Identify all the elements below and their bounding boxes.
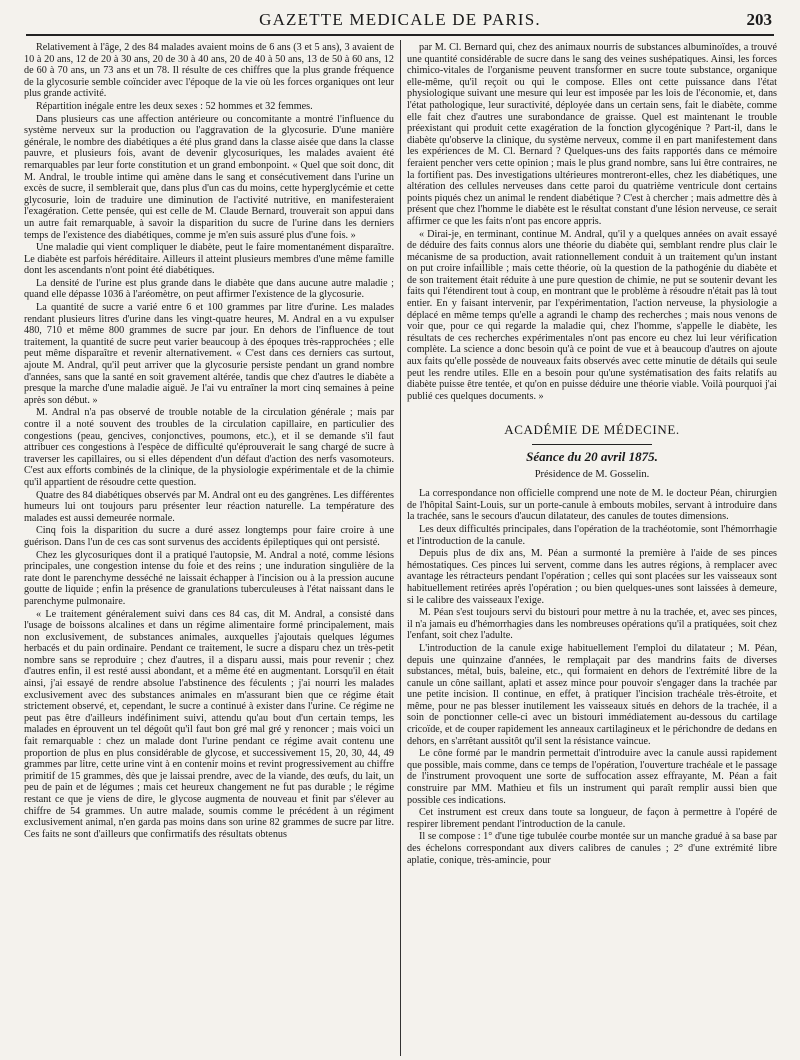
paragraph: L'introduction de la canule exige habituellement l'emploi du dilatateur ; M. Péan, depuis une quinzaine d'années, le remplaçait par des mandrins faits de diverses substances, métal, buis, baleine, etc., qui formaient en dehors de l'extrémité libre de la canule un cône saillant, aplati et assez mince pour pouvoir s'engager dans la trachée par une petite incision. Il continue, en effet, à pratiquer l'incision trachéale très-étroite, et même, pour ne pas blesser inutilement les vaisseaux situés en dehors de la trachée, il a soin de ponctionner celle-ci avec un bistouri immédiatement au-dessous du cartilage cricoïde, et de couper rapidement les anneaux cartilagineux et le périchondre de dedans en dehors, en s'arrêtant aussitôt qu'il sent la résistance vaincue. <box>407 642 777 747</box>
paragraph: Répartition inégale entre les deux sexes : 52 hommes et 32 femmes. <box>36 100 313 112</box>
paragraph: La correspondance non officielle comprend une note de M. le docteur Péan, chirurgien de l'hôpital Saint-Louis, sur un porte-canule à embouts mobiles, servant à introduire dans la trachée, sans le secours d'aucun dilatateur, des canules de toutes dimensions. <box>407 488 777 523</box>
column-divider <box>400 40 401 1056</box>
paragraph: Cinq fois la disparition du sucre a duré assez longtemps pour faire croire à une guérison. Dans l'un de ces cas sont survenus des accidents épileptiques qui ont persisté. <box>24 525 394 548</box>
paragraph: La quantité de sucre a varié entre 6 et 100 grammes par litre d'urine. Les malades rendant plusieurs litres d'urine dans les vingt-quatre heures, M. Andral en a vu expulser 480, 710 et même 800 grammes de sucre par jour. En dehors de l'influence de tout traitement, la quantité de sucre peut varier beaucoup à des époques très-rapprochées ; elle peut même disparaître et revenir alternativement. « C'est dans ces derniers cas surtout, ajoute M. Andral, qu'il peut arriver que la glycosurie persiste pendant un grand nombre d'années, sans que la santé en soit gravement altérée, tandis que chez d'autres le diabète a presque la marche d'une maladie aiguë. Je l'ai vu entraîner la mort cinq semaines à peine après son début. » <box>24 302 394 406</box>
paragraph: « Dirai-je, en terminant, continue M. Andral, qu'il y a quelques années on avait essayé de déduire des faits connus alors une théorie du diabète qui, semblant rendre plus clair le mécanisme de sa production, avait rationnellement conduit à un traitement qu'un instant on put croire infaillible ; mais cette théorie, où la question de la pathogénie du diabète et de son traitement était réduite à une pure question de chimie, ne put se soutenir devant les faits qui l'étendirent tout à coup, en montrant que le problème à résoudre n'était pas là tout entier. En y faisant intervenir, par l'expérimentation, l'action nerveuse, la physiologie a déplacé en même temps qu'elle a agrandi le champ des recherches ; mais nous venons de voir que, pour ce qui regarde la maladie qui, chez l'homme, s'appelle le diabète, les résultats de ces recherches expérimentales n'ont pas encore eu chez lui leur vérification complète. La science a donc besoin qu'à ce point de vue et à beaucoup d'autres on ajoute aux faits qu'elle possède de nouveaux faits observés avec cette minutie de détails qui seule peut les rendre utiles. Elle en a besoin pour qu'une systématisation des faits relatifs au diabète puisse être tentée, et qu'on en puisse déduire une théorie viable. Voilà pourquoi j'ai publié ces quelques documents. » <box>407 228 777 402</box>
header-rule <box>26 34 774 36</box>
journal-title: GAZETTE MEDICALE DE PARIS. <box>259 10 541 29</box>
page-number: 203 <box>746 10 772 29</box>
heading-rule <box>532 444 652 445</box>
section-heading: ACADÉMIE DE MÉDECINE. <box>504 422 680 438</box>
paragraph: Relativement à l'âge, 2 des 84 malades avaient moins de 6 ans (3 et 5 ans), 3 avaient de 10 à 20 ans, 12 de 20 à 30 ans, 20 de 30 à 40 ans, 20 de 40 à 50 ans, 13 de 50 à 60 ans, 12 de 60 à 70 ans, un 73 ans et un 78. Il résulte de ces chiffres que la plus grande fréquence de la glycosurie semble coïncider avec l'époque de la vie où les forces organiques ont leur plus grande activité. <box>24 42 394 100</box>
left-column <box>24 42 394 1054</box>
paragraph: Cet instrument est creux dans toute sa longueur, de façon à permettre à l'opéré de respirer librement pendant l'introduction de la canule. <box>407 807 777 830</box>
paragraph: « Le traitement généralement suivi dans ces 84 cas, dit M. Andral, a consisté dans l'usage de boissons alcalines et dans un régime alimentaire formé principalement, mais non exclusivement, de substances animales, auxquelles j'ajoutais quelques légumes herbacés et du pain ordinaire. Pendant ce traitement, le sucre a disparu chez un très-petit nombre sans se reproduire ; chez d'autres, il a disparu aussi, mais pour revenir ; chez d'autres enfin, il est resté aussi abondant, et a même été en augmentant. Lorsqu'il en était ainsi, j'ai essayé de rendre absolue l'abstinence des féculents ; j'ai nourri les malades exclusivement avec des substances animales en m'assurant bien que ce régime était strictement observé, et, cependant, le sucre a continué à exister dans l'urine. Ce régime ne peut pas être d'ailleurs indéfiniment suivi, attendu qu'au bout d'un certain temps, les malades en éprouvent un tel dégoût qu'il faut bon gré mal gré y renoncer ; mais voici un fait remarquable : chez un malade dont l'urine pendant ce régime avait contenu une proportion de plus en plus considérable de glycose, et successivement 15, 20, 30, 44, 49 grammes par litre, cette urine vint à en contenir moins et revint progressivement au chiffre primitif de 15 grammes, dès que je laissai prendre, avec de la viande, des œufs, du lait, un peu de pain et de légumes ; mais cet heureux changement ne fut pas durable ; le régime restant ce que je viens de dire, le glycose augmenta de nouveau et finit par s'élever au chiffre de 54 grammes. Un autre malade, soumis comme le précédent à un régiment exclusivement animal, n'en garda pas moins dans son urine 82 grammes de sucre par litre. Ces faits ne sont d'ailleurs que confirmatifs des résultats obtenus <box>24 608 394 840</box>
right-column <box>407 42 777 1054</box>
paragraph: Une maladie qui vient compliquer le diabète, peut le faire momentanément disparaître. Le diabète est parfois héréditaire. Ailleurs il atteint plusieurs membres d'une même famille dont les ascendants n'ont point été diabétiques. <box>24 242 394 277</box>
paragraph: Dans plusieurs cas une affection antérieure ou concomitante a montré l'influence du système nerveux sur la production ou l'aggravation de la glycosurie. D'une manière générale, le nombre des diabétiques a été plus grand dans la classe aisée que dans la classe pauvre, et plusieurs fois, avant de devenir glycosuriques, les malades avaient été remarquables par leur forte constitution et un grand embonpoint. « Quel que soit donc, dit M. Andral, le trouble intime qui amène dans le sang et consécutivement dans l'urine un excès de sucre, il semblerait que, dans plus d'un cas du moins, cette hyperglycémie et cette glycosurie, loin de traduire une diminution de l'activité nutritive, en manifesteraient l'exagération. Cette pensée, qui est celle de M. Claude Bernard, trouverait son appui dans un autre fait remarquable, à savoir la disparition du sucre de l'urine dans les derniers temps de l'existence des diabétiques, comme je m'en suis assuré plus d'une fois. » <box>24 113 394 241</box>
session-title: Séance du 20 avril 1875. <box>526 449 658 464</box>
paragraph: La densité de l'urine est plus grande dans le diabète que dans aucune autre maladie ; quand elle dépasse 1036 à l'aréomètre, on peut affirmer l'existence de la glycosurie. <box>24 277 394 301</box>
paragraph: Depuis plus de dix ans, M. Péan a surmonté la première à l'aide de ses pinces hémostatiques. Ces pinces lui servent, comme dans les autres régions, à remplacer avec avantage les rétracteurs pendant l'opération ; celles qui sont placées sur les vaisseaux sont habituellement retirées après l'opération ; ou bien quelques-unes sont laissées à demeure, si le calibre des vaisseaux l'exige. <box>407 548 777 606</box>
paragraph: Il se compose : 1° d'une tige tubulée courbe montée sur un manche gradué à sa base par des échelons correspondant aux divers calibres de canules ; 2° d'une extrémité libre aplatie, conique, très-amincie, pour <box>407 831 777 866</box>
running-head <box>0 6 800 36</box>
paragraph: par M. Cl. Bernard qui, chez des animaux nourris de substances albuminoïdes, a trouvé une quantité considérable de sucre dans le sang des veines sushépatiques. Ainsi, les forces chimico-vitales de l'organisme peuvent transformer en sucre toute substance, organique elle-même, qu'il reçoit ou qui le compose. Elles ont cette puissance dans l'état physiologique suivant une mesure qui leur est imposée par les lois de l'économie, et, dans l'état pathologique, leur suractivité, déployée dans un certain sens, fait le diabète, comme elle fait chez d'autres une surabondance de graisse. Quel est maintenant le trouble préexistant qui produit cette exagération de la fonction glycogénique ? Part-il, dans le diabète qu'observe la clinique, du système nerveux, comme il en part manifestement dans les expériences de M. Cl. Bernard ? Quelques-uns des faits rapportés dans ce mémoire feraient pencher vers cette opinion ; mais le plus grand nombre, sans lui être contraires, ne la fortifient pas. Des investigations ultérieures montreront-elles, chez les diabétiques, une altération des cellules nerveuses dans cette paroi du quatrième ventricule dont certains points piqués chez un animal le rendent diabétique ? C'est à chercher ; mais admettre dès à présent que chez l'homme le diabète est le résultat constant d'une lésion nerveuse, ce serait affirmer ce que les faits n'ont pas encore appris. <box>407 42 777 227</box>
presidence-line: Présidence de M. Gosselin. <box>534 468 650 480</box>
paragraph: Chez les glycosuriques dont il a pratiqué l'autopsie, M. Andral a noté, comme lésions principales, une congestion intense du foie et des reins ; une induration singulière de la rate dont le parenchyme desséché ne laissait échapper à l'incision ou à la pression aucune goutte de liquide ; enfin la présence de granulations tuberculeuses à l'état naissant dans le parenchyme pulmonaire. <box>24 549 394 607</box>
paragraph: Le cône formé par le mandrin permettait d'introduire avec la canule aussi rapidement que possible, mais comme, dans ce temps de l'opération, l'ouverture trachéale et le passage de l'instrument provoquent une sorte de suffocation assez effrayante, M. Péan a fait construire par MM. Mathieu et fils un instrument qui paraît remplir aussi bien que possible ces indications. <box>407 748 777 806</box>
paragraph: Les deux difficultés principales, dans l'opération de la trachéotomie, sont l'hémorrhagie et l'introduction de la canule. <box>407 523 777 547</box>
paragraph: Quatre des 84 diabétiques observés par M. Andral ont eu des gangrènes. Les différentes humeurs lui ont toujours paru présenter leur réaction naturelle. La température des malades est aussi demeurée normale. <box>24 489 394 524</box>
paragraph: M. Andral n'a pas observé de trouble notable de la circulation générale ; mais par contre il a noté souvent des troubles de la circulation capillaire, en particulier des congestions (peau, gencives, conjonctives, poumons, etc.), et il se demande s'il faut attribuer ces congestions à l'espèce de difficulté qu'éprouverait le sang chargé de sucre à traverser les capillaires, ou si elles dépendent d'un défaut d'action des nerfs vasomoteurs. C'est aux efforts combinés de la clinique, de la physiologie expérimentale et de la chimie qu'il appartient de résoudre cette question. <box>24 407 394 488</box>
paragraph: M. Péan s'est toujours servi du bistouri pour mettre à nu la trachée, et, avec ses pinces, il n'a jamais eu d'hémorrhagies dans les nombreuses opérations qu'il a pratiquées, soit chez l'enfant, soit chez l'adulte. <box>407 607 777 642</box>
